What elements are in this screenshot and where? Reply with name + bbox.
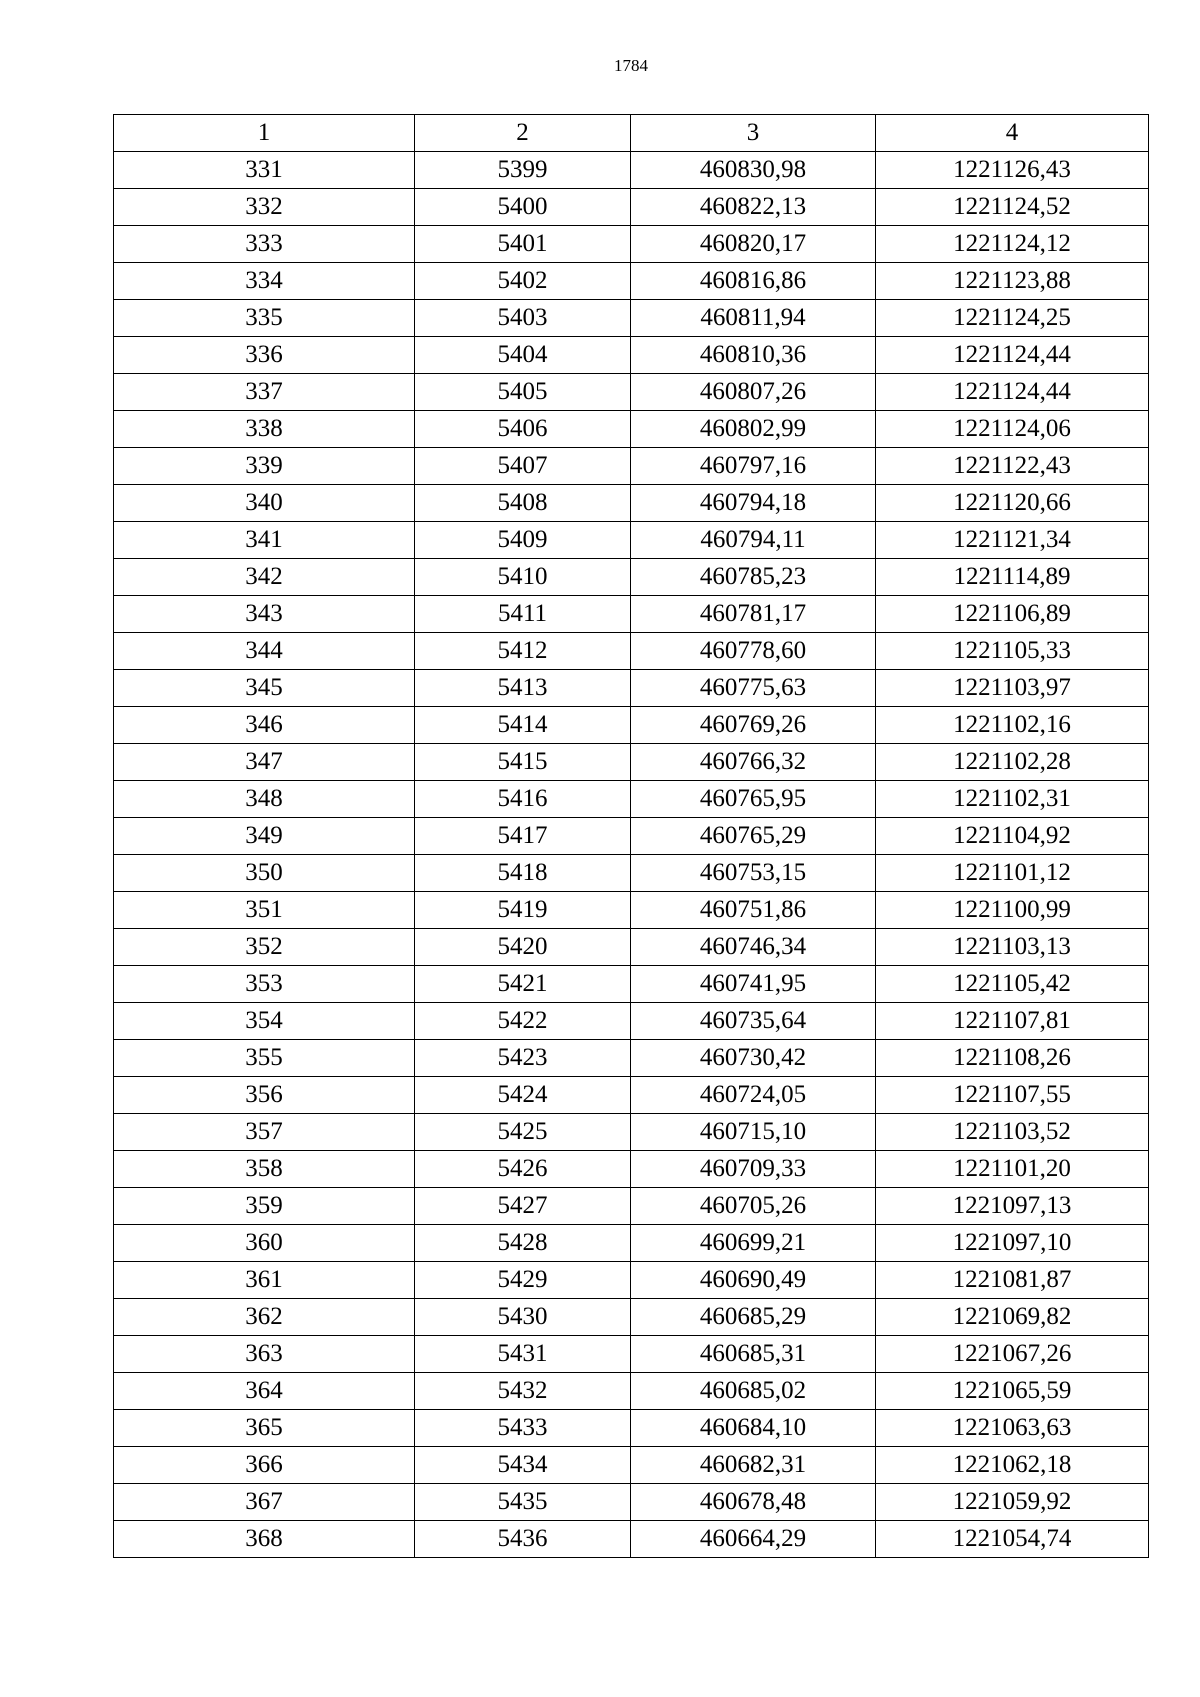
- x-coordinate-cell: 460664,29: [631, 1521, 876, 1558]
- vertex-id-cell: 5414: [415, 707, 631, 744]
- point-number-cell: 364: [114, 1373, 415, 1410]
- point-number-cell: 334: [114, 263, 415, 300]
- x-coordinate-cell: 460690,49: [631, 1262, 876, 1299]
- x-coordinate-cell: 460807,26: [631, 374, 876, 411]
- table-row: [114, 559, 1149, 596]
- header-cell-2: 2: [415, 115, 631, 152]
- point-number-cell: 339: [114, 448, 415, 485]
- x-coordinate-cell: 460765,95: [631, 781, 876, 818]
- y-coordinate-cell: 1221102,31: [876, 781, 1149, 818]
- vertex-id-cell: 5428: [415, 1225, 631, 1262]
- x-coordinate-cell: 460746,34: [631, 929, 876, 966]
- table-row: [114, 226, 1149, 263]
- point-number-cell: 332: [114, 189, 415, 226]
- x-coordinate-cell: 460709,33: [631, 1151, 876, 1188]
- y-coordinate-cell: 1221100,99: [876, 892, 1149, 929]
- table-row: [114, 522, 1149, 559]
- point-number-cell: 345: [114, 670, 415, 707]
- vertex-id-cell: 5407: [415, 448, 631, 485]
- x-coordinate-cell: 460685,02: [631, 1373, 876, 1410]
- point-number-cell: 352: [114, 929, 415, 966]
- header-cell-1: 1: [114, 115, 415, 152]
- point-number-cell: 359: [114, 1188, 415, 1225]
- point-number-cell: 348: [114, 781, 415, 818]
- y-coordinate-cell: 1221120,66: [876, 485, 1149, 522]
- vertex-id-cell: 5434: [415, 1447, 631, 1484]
- vertex-id-cell: 5424: [415, 1077, 631, 1114]
- x-coordinate-cell: 460797,16: [631, 448, 876, 485]
- table-row: [114, 1484, 1149, 1521]
- y-coordinate-cell: 1221065,59: [876, 1373, 1149, 1410]
- vertex-id-cell: 5416: [415, 781, 631, 818]
- vertex-id-cell: 5427: [415, 1188, 631, 1225]
- x-coordinate-cell: 460699,21: [631, 1225, 876, 1262]
- point-number-cell: 341: [114, 522, 415, 559]
- vertex-id-cell: 5431: [415, 1336, 631, 1373]
- vertex-id-cell: 5423: [415, 1040, 631, 1077]
- point-number-cell: 367: [114, 1484, 415, 1521]
- point-number-cell: 368: [114, 1521, 415, 1558]
- point-number-cell: 346: [114, 707, 415, 744]
- y-coordinate-cell: 1221062,18: [876, 1447, 1149, 1484]
- point-number-cell: 356: [114, 1077, 415, 1114]
- table-row: [114, 1336, 1149, 1373]
- y-coordinate-cell: 1221059,92: [876, 1484, 1149, 1521]
- x-coordinate-cell: 460705,26: [631, 1188, 876, 1225]
- coordinates-table: [113, 114, 1149, 1558]
- point-number-cell: 343: [114, 596, 415, 633]
- x-coordinate-cell: 460730,42: [631, 1040, 876, 1077]
- point-number-cell: 338: [114, 411, 415, 448]
- point-number-cell: 344: [114, 633, 415, 670]
- table-row: [114, 596, 1149, 633]
- table-row: [114, 1299, 1149, 1336]
- table-row: [114, 448, 1149, 485]
- y-coordinate-cell: 1221122,43: [876, 448, 1149, 485]
- y-coordinate-cell: 1221124,25: [876, 300, 1149, 337]
- x-coordinate-cell: 460766,32: [631, 744, 876, 781]
- vertex-id-cell: 5401: [415, 226, 631, 263]
- y-coordinate-cell: 1221102,16: [876, 707, 1149, 744]
- point-number-cell: 349: [114, 818, 415, 855]
- table-row: [114, 263, 1149, 300]
- y-coordinate-cell: 1221101,12: [876, 855, 1149, 892]
- x-coordinate-cell: 460794,11: [631, 522, 876, 559]
- x-coordinate-cell: 460678,48: [631, 1484, 876, 1521]
- x-coordinate-cell: 460781,17: [631, 596, 876, 633]
- point-number-cell: 358: [114, 1151, 415, 1188]
- table-row: [114, 1410, 1149, 1447]
- x-coordinate-cell: 460685,31: [631, 1336, 876, 1373]
- y-coordinate-cell: 1221106,89: [876, 596, 1149, 633]
- x-coordinate-cell: 460741,95: [631, 966, 876, 1003]
- table-row: [114, 781, 1149, 818]
- point-number-cell: 331: [114, 152, 415, 189]
- x-coordinate-cell: 460778,60: [631, 633, 876, 670]
- point-number-cell: 353: [114, 966, 415, 1003]
- table-header: [114, 115, 1149, 152]
- y-coordinate-cell: 1221104,92: [876, 818, 1149, 855]
- table-row: [114, 1003, 1149, 1040]
- table-row: [114, 1225, 1149, 1262]
- x-coordinate-cell: 460715,10: [631, 1114, 876, 1151]
- vertex-id-cell: 5418: [415, 855, 631, 892]
- vertex-id-cell: 5402: [415, 263, 631, 300]
- table-row: [114, 1447, 1149, 1484]
- table-row: [114, 670, 1149, 707]
- vertex-id-cell: 5400: [415, 189, 631, 226]
- y-coordinate-cell: 1221054,74: [876, 1521, 1149, 1558]
- x-coordinate-cell: 460735,64: [631, 1003, 876, 1040]
- header-cell-4: 4: [876, 115, 1149, 152]
- table-row: [114, 1521, 1149, 1558]
- x-coordinate-cell: 460811,94: [631, 300, 876, 337]
- x-coordinate-cell: 460684,10: [631, 1410, 876, 1447]
- x-coordinate-cell: 460802,99: [631, 411, 876, 448]
- x-coordinate-cell: 460775,63: [631, 670, 876, 707]
- y-coordinate-cell: 1221126,43: [876, 152, 1149, 189]
- vertex-id-cell: 5426: [415, 1151, 631, 1188]
- point-number-cell: 354: [114, 1003, 415, 1040]
- y-coordinate-cell: 1221114,89: [876, 559, 1149, 596]
- x-coordinate-cell: 460769,26: [631, 707, 876, 744]
- y-coordinate-cell: 1221124,12: [876, 226, 1149, 263]
- table-body: [114, 152, 1149, 1558]
- x-coordinate-cell: 460682,31: [631, 1447, 876, 1484]
- point-number-cell: 350: [114, 855, 415, 892]
- vertex-id-cell: 5415: [415, 744, 631, 781]
- x-coordinate-cell: 460816,86: [631, 263, 876, 300]
- y-coordinate-cell: 1221121,34: [876, 522, 1149, 559]
- table-row: [114, 1040, 1149, 1077]
- y-coordinate-cell: 1221108,26: [876, 1040, 1149, 1077]
- vertex-id-cell: 5420: [415, 929, 631, 966]
- x-coordinate-cell: 460765,29: [631, 818, 876, 855]
- table-row: [114, 485, 1149, 522]
- table-row: [114, 892, 1149, 929]
- table-row: [114, 189, 1149, 226]
- vertex-id-cell: 5406: [415, 411, 631, 448]
- vertex-id-cell: 5405: [415, 374, 631, 411]
- y-coordinate-cell: 1221102,28: [876, 744, 1149, 781]
- vertex-id-cell: 5419: [415, 892, 631, 929]
- vertex-id-cell: 5432: [415, 1373, 631, 1410]
- table-row: [114, 1373, 1149, 1410]
- y-coordinate-cell: 1221101,20: [876, 1151, 1149, 1188]
- y-coordinate-cell: 1221103,13: [876, 929, 1149, 966]
- vertex-id-cell: 5417: [415, 818, 631, 855]
- point-number-cell: 366: [114, 1447, 415, 1484]
- point-number-cell: 357: [114, 1114, 415, 1151]
- vertex-id-cell: 5404: [415, 337, 631, 374]
- vertex-id-cell: 5399: [415, 152, 631, 189]
- table-row: [114, 818, 1149, 855]
- y-coordinate-cell: 1221103,52: [876, 1114, 1149, 1151]
- x-coordinate-cell: 460822,13: [631, 189, 876, 226]
- y-coordinate-cell: 1221067,26: [876, 1336, 1149, 1373]
- table-row: [114, 744, 1149, 781]
- x-coordinate-cell: 460830,98: [631, 152, 876, 189]
- vertex-id-cell: 5408: [415, 485, 631, 522]
- table-row: [114, 300, 1149, 337]
- point-number-cell: 342: [114, 559, 415, 596]
- table-row: [114, 966, 1149, 1003]
- y-coordinate-cell: 1221107,81: [876, 1003, 1149, 1040]
- vertex-id-cell: 5436: [415, 1521, 631, 1558]
- point-number-cell: 337: [114, 374, 415, 411]
- y-coordinate-cell: 1221124,44: [876, 337, 1149, 374]
- table-row: [114, 374, 1149, 411]
- point-number-cell: 363: [114, 1336, 415, 1373]
- table-row: [114, 1262, 1149, 1299]
- table-row: [114, 337, 1149, 374]
- vertex-id-cell: 5403: [415, 300, 631, 337]
- table-row: [114, 152, 1149, 189]
- y-coordinate-cell: 1221063,63: [876, 1410, 1149, 1447]
- y-coordinate-cell: 1221124,52: [876, 189, 1149, 226]
- x-coordinate-cell: 460685,29: [631, 1299, 876, 1336]
- y-coordinate-cell: 1221123,88: [876, 263, 1149, 300]
- table-row: [114, 855, 1149, 892]
- y-coordinate-cell: 1221097,10: [876, 1225, 1149, 1262]
- point-number-cell: 362: [114, 1299, 415, 1336]
- x-coordinate-cell: 460753,15: [631, 855, 876, 892]
- point-number-cell: 335: [114, 300, 415, 337]
- page-number: 1784: [614, 56, 648, 75]
- vertex-id-cell: 5413: [415, 670, 631, 707]
- point-number-cell: 347: [114, 744, 415, 781]
- y-coordinate-cell: 1221124,44: [876, 374, 1149, 411]
- vertex-id-cell: 5435: [415, 1484, 631, 1521]
- y-coordinate-cell: 1221103,97: [876, 670, 1149, 707]
- x-coordinate-cell: 460785,23: [631, 559, 876, 596]
- point-number-cell: 361: [114, 1262, 415, 1299]
- point-number-cell: 351: [114, 892, 415, 929]
- x-coordinate-cell: 460724,05: [631, 1077, 876, 1114]
- y-coordinate-cell: 1221124,06: [876, 411, 1149, 448]
- table-row: [114, 929, 1149, 966]
- table-row: [114, 1188, 1149, 1225]
- vertex-id-cell: 5422: [415, 1003, 631, 1040]
- vertex-id-cell: 5411: [415, 596, 631, 633]
- y-coordinate-cell: 1221105,33: [876, 633, 1149, 670]
- vertex-id-cell: 5425: [415, 1114, 631, 1151]
- table-row: [114, 707, 1149, 744]
- table-row: [114, 1077, 1149, 1114]
- point-number-cell: 340: [114, 485, 415, 522]
- vertex-id-cell: 5430: [415, 1299, 631, 1336]
- y-coordinate-cell: 1221081,87: [876, 1262, 1149, 1299]
- x-coordinate-cell: 460794,18: [631, 485, 876, 522]
- table-row: [114, 1151, 1149, 1188]
- vertex-id-cell: 5412: [415, 633, 631, 670]
- table-row: [114, 1114, 1149, 1151]
- y-coordinate-cell: 1221097,13: [876, 1188, 1149, 1225]
- y-coordinate-cell: 1221107,55: [876, 1077, 1149, 1114]
- point-number-cell: 336: [114, 337, 415, 374]
- header-cell-3: 3: [631, 115, 876, 152]
- y-coordinate-cell: 1221069,82: [876, 1299, 1149, 1336]
- table-row: [114, 633, 1149, 670]
- vertex-id-cell: 5409: [415, 522, 631, 559]
- vertex-id-cell: 5410: [415, 559, 631, 596]
- x-coordinate-cell: 460820,17: [631, 226, 876, 263]
- point-number-cell: 333: [114, 226, 415, 263]
- table-row: [114, 411, 1149, 448]
- y-coordinate-cell: 1221105,42: [876, 966, 1149, 1003]
- point-number-cell: 355: [114, 1040, 415, 1077]
- point-number-cell: 365: [114, 1410, 415, 1447]
- vertex-id-cell: 5421: [415, 966, 631, 1003]
- x-coordinate-cell: 460810,36: [631, 337, 876, 374]
- header-row: [114, 115, 1149, 152]
- x-coordinate-cell: 460751,86: [631, 892, 876, 929]
- vertex-id-cell: 5429: [415, 1262, 631, 1299]
- point-number-cell: 360: [114, 1225, 415, 1262]
- vertex-id-cell: 5433: [415, 1410, 631, 1447]
